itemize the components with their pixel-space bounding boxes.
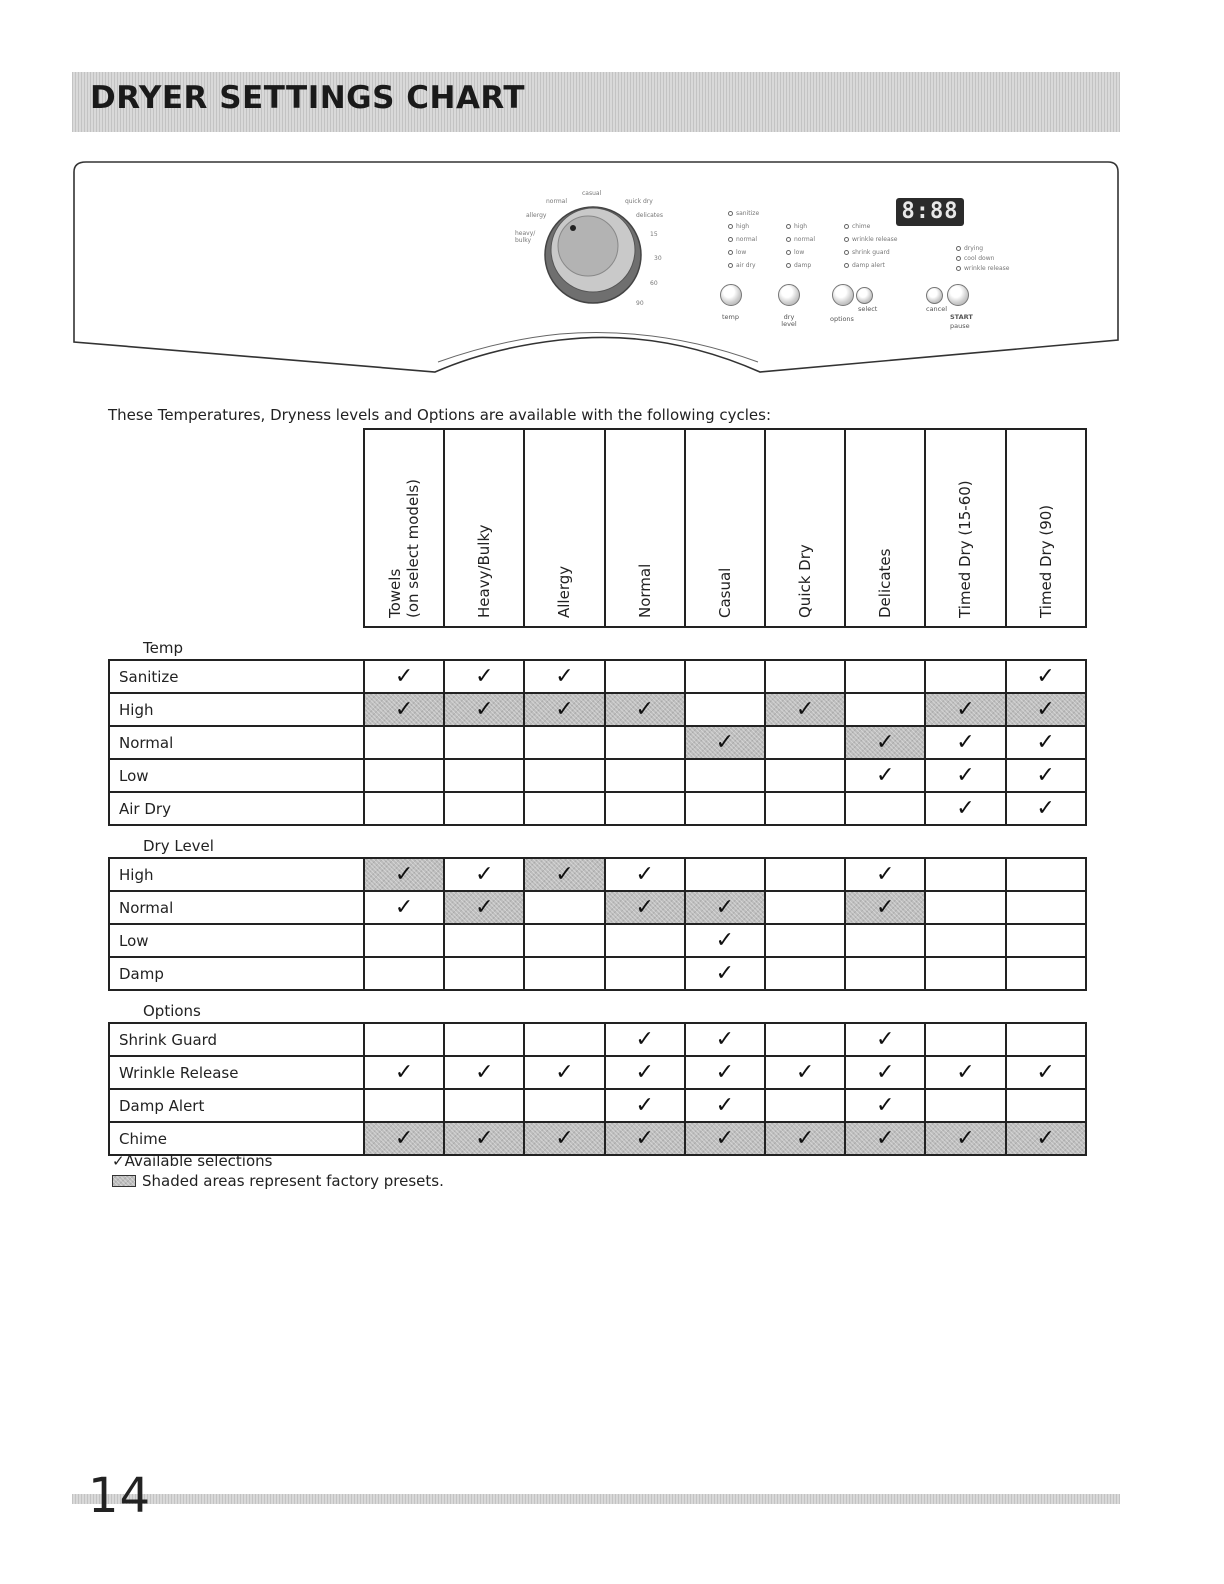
select-label: select xyxy=(858,305,878,313)
table-cell xyxy=(685,858,765,891)
indicator-low: low xyxy=(728,249,759,262)
check-icon: ✓ xyxy=(555,1125,574,1151)
setting-label: Damp xyxy=(109,957,364,990)
dial-label: 90 xyxy=(636,300,644,307)
preset-cell xyxy=(765,693,845,726)
check-icon: ✓ xyxy=(795,1059,815,1085)
table-cell xyxy=(364,1023,444,1056)
cycle-name: Heavy/Bulky xyxy=(475,524,494,618)
table-cell xyxy=(685,759,765,792)
preset-cell xyxy=(524,858,604,891)
check-icon: ✓ xyxy=(635,861,654,887)
table-cell xyxy=(524,726,604,759)
preset-cell xyxy=(685,1122,765,1155)
header-row xyxy=(109,429,1086,627)
table-cell xyxy=(444,759,524,792)
table-cell xyxy=(364,891,444,924)
status-wrinkle-release: wrinkle release xyxy=(956,265,1009,275)
page-number: 14 xyxy=(88,1468,152,1524)
status-indicators xyxy=(956,245,1009,275)
check-icon: ✓ xyxy=(876,762,895,788)
check-icon: ✓ xyxy=(475,1059,494,1085)
check-icon: ✓ xyxy=(394,663,414,689)
options-indicators xyxy=(844,223,897,275)
table-cell xyxy=(524,1089,604,1122)
check-icon: ✓ xyxy=(956,795,975,821)
setting-label: Shrink Guard xyxy=(109,1023,364,1056)
table-cell xyxy=(845,858,925,891)
section-row xyxy=(109,825,1086,858)
page-title: DRYER SETTINGS CHART xyxy=(90,80,526,116)
check-icon: ✓ xyxy=(715,894,735,920)
preset-cell xyxy=(845,891,925,924)
section-label: Temp xyxy=(143,639,183,657)
check-icon: ✓ xyxy=(394,1059,414,1085)
cycle-header-label xyxy=(555,566,573,618)
indicator-air-dry: air dry xyxy=(728,262,759,275)
table-cell xyxy=(925,1056,1005,1089)
table-cell xyxy=(605,1023,685,1056)
temp-label: temp xyxy=(722,313,740,321)
setting-label: Normal xyxy=(109,891,364,924)
indicator-shrink-guard: shrink guard xyxy=(844,249,897,262)
check-icon: ✓ xyxy=(876,861,895,887)
cycle-name: Casual xyxy=(715,567,734,618)
start-label: START xyxy=(950,313,973,321)
table-cell xyxy=(925,858,1005,891)
table-cell xyxy=(444,858,524,891)
table-cell xyxy=(444,1056,524,1089)
cycle-header xyxy=(925,429,1005,627)
preset-cell xyxy=(925,1122,1005,1155)
table-cell xyxy=(685,957,765,990)
table-row xyxy=(109,858,1086,891)
check-icon: ✓ xyxy=(635,696,654,722)
cycle-name: Allergy xyxy=(555,565,574,618)
dial-label: 15 xyxy=(650,231,658,238)
preset-cell xyxy=(1006,693,1086,726)
table-cell xyxy=(1006,1056,1086,1089)
header-blank xyxy=(109,429,364,627)
footer-bar xyxy=(72,1494,1120,1504)
check-icon: ✓ xyxy=(715,927,735,953)
check-icon: ✓ xyxy=(876,1092,895,1118)
table-row xyxy=(109,693,1086,726)
table-cell xyxy=(524,957,604,990)
table-cell xyxy=(685,1089,765,1122)
table-cell xyxy=(364,726,444,759)
table-cell xyxy=(685,693,765,726)
options-button xyxy=(832,284,854,306)
table-cell xyxy=(1006,1023,1086,1056)
pause-label: pause xyxy=(950,322,970,330)
table-cell xyxy=(444,726,524,759)
dial-label: 30 xyxy=(654,255,662,262)
table-row xyxy=(109,957,1086,990)
table-row xyxy=(109,891,1086,924)
table-cell xyxy=(605,1056,685,1089)
check-icon: ✓ xyxy=(475,663,494,689)
cycle-header-label xyxy=(796,544,814,618)
check-icon: ✓ xyxy=(715,1059,735,1085)
indicator-wrinkle-release: wrinkle release xyxy=(844,236,897,249)
table-cell xyxy=(765,660,845,693)
cycle-name: Delicates xyxy=(876,548,895,618)
preset-cell xyxy=(364,693,444,726)
table-cell xyxy=(1006,858,1086,891)
dial-label: heavy/ bulky xyxy=(515,230,536,244)
dry-level-indicators xyxy=(786,223,815,275)
legend-available: ✓Available selections xyxy=(112,1152,273,1170)
check-icon: ✓ xyxy=(1036,795,1055,821)
check-icon: ✓ xyxy=(394,696,414,722)
preset-cell xyxy=(685,726,765,759)
table-row xyxy=(109,1089,1086,1122)
section-row xyxy=(109,627,1086,660)
cycle-header-label xyxy=(636,564,654,618)
table-cell xyxy=(925,1023,1005,1056)
dial-label: quick dry xyxy=(625,198,653,205)
check-icon: ✓ xyxy=(956,696,975,722)
table-cell xyxy=(685,1023,765,1056)
cycle-header xyxy=(605,429,685,627)
check-icon: ✓ xyxy=(555,663,574,689)
shade-swatch xyxy=(112,1175,136,1187)
table-cell xyxy=(845,1089,925,1122)
table-row xyxy=(109,660,1086,693)
cancel-button xyxy=(926,287,943,304)
cycle-header-label xyxy=(956,480,974,618)
check-icon: ✓ xyxy=(475,1125,494,1151)
cycle-header-label xyxy=(1037,505,1055,618)
preset-cell xyxy=(444,891,524,924)
select-button xyxy=(856,287,873,304)
indicator-low: low xyxy=(786,249,815,262)
indicator-high: high xyxy=(786,223,815,236)
legend xyxy=(112,1151,444,1191)
dry-level-button xyxy=(778,284,800,306)
table-cell xyxy=(524,1023,604,1056)
cycle-header xyxy=(1006,429,1086,627)
table-cell xyxy=(845,924,925,957)
table-cell xyxy=(524,924,604,957)
check-icon: ✓ xyxy=(475,696,494,722)
table-row xyxy=(109,759,1086,792)
legend-shaded: Shaded areas represent factory presets. xyxy=(112,1171,444,1191)
check-icon: ✓ xyxy=(876,894,895,920)
check-icon: ✓ xyxy=(876,1125,895,1151)
preset-cell xyxy=(444,1122,524,1155)
dial-label: normal xyxy=(546,198,568,205)
check-icon: ✓ xyxy=(555,1059,574,1085)
dry-level-label: dry level xyxy=(781,313,797,328)
table-row xyxy=(109,1023,1086,1056)
cycle-name: Normal xyxy=(635,563,654,618)
table-cell xyxy=(364,792,444,825)
table-cell xyxy=(605,924,685,957)
table-cell xyxy=(524,891,604,924)
table-cell xyxy=(765,792,845,825)
check-icon: ✓ xyxy=(795,696,815,722)
preset-cell xyxy=(925,693,1005,726)
dial-label: 60 xyxy=(650,280,658,287)
table-cell xyxy=(925,891,1005,924)
preset-cell xyxy=(444,693,524,726)
table-cell xyxy=(605,759,685,792)
table-row xyxy=(109,792,1086,825)
cancel-label: cancel xyxy=(926,305,948,313)
title-bar xyxy=(72,72,1120,132)
table-cell xyxy=(685,792,765,825)
cycle-header xyxy=(364,429,444,627)
setting-label: High xyxy=(109,858,364,891)
table-cell xyxy=(1006,957,1086,990)
check-icon: ✓ xyxy=(715,1026,735,1052)
cycle-header-label xyxy=(876,549,894,618)
table-cell xyxy=(925,924,1005,957)
setting-label: High xyxy=(109,693,364,726)
table-cell xyxy=(1006,792,1086,825)
check-icon: ✓ xyxy=(715,960,735,986)
check-icon: ✓ xyxy=(555,696,574,722)
setting-label: Low xyxy=(109,924,364,957)
cycle-header xyxy=(524,429,604,627)
preset-cell xyxy=(845,726,925,759)
table-cell xyxy=(1006,726,1086,759)
preset-cell xyxy=(364,858,444,891)
table-cell xyxy=(605,858,685,891)
section-label: Dry Level xyxy=(143,837,214,855)
table-cell xyxy=(444,660,524,693)
check-icon: ✓ xyxy=(475,861,494,887)
start-pause-button xyxy=(947,284,969,306)
check-icon: ✓ xyxy=(635,1059,654,1085)
setting-label: Damp Alert xyxy=(109,1089,364,1122)
table-cell xyxy=(925,759,1005,792)
cycle-header xyxy=(845,429,925,627)
cycle-header xyxy=(444,429,524,627)
check-icon: ✓ xyxy=(475,894,494,920)
cycle-name: Quick Dry xyxy=(796,544,815,618)
check-icon: ✓ xyxy=(715,1092,735,1118)
indicator-damp: damp xyxy=(786,262,815,275)
table-cell xyxy=(444,1089,524,1122)
table-cell xyxy=(925,726,1005,759)
table-cell xyxy=(925,957,1005,990)
table-cell xyxy=(364,924,444,957)
options-label: options xyxy=(830,315,854,323)
cycle-note: (on select models) xyxy=(404,478,423,618)
table-cell xyxy=(444,1023,524,1056)
cycle-header-label xyxy=(386,479,422,618)
check-icon: ✓ xyxy=(956,729,975,755)
cycle-header xyxy=(765,429,845,627)
preset-cell xyxy=(845,1122,925,1155)
settings-table xyxy=(108,428,1087,1156)
table-cell xyxy=(605,792,685,825)
cycle-name: Timed Dry (15-60) xyxy=(956,480,975,618)
setting-label: Chime xyxy=(109,1122,364,1155)
table-row xyxy=(109,726,1086,759)
table-cell xyxy=(765,1089,845,1122)
cycle-name: Towels xyxy=(386,568,405,618)
table-cell xyxy=(444,957,524,990)
table-cell xyxy=(1006,660,1086,693)
section-row xyxy=(109,990,1086,1023)
check-icon: ✓ xyxy=(1036,696,1055,722)
cycle-name: Timed Dry (90) xyxy=(1036,504,1055,618)
table-cell xyxy=(524,1056,604,1089)
preset-cell xyxy=(524,1122,604,1155)
check-icon: ✓ xyxy=(1036,762,1055,788)
check-icon: ✓ xyxy=(715,729,735,755)
table-cell xyxy=(845,660,925,693)
table-cell xyxy=(1006,1089,1086,1122)
control-panel-illustration xyxy=(60,150,1140,390)
preset-cell xyxy=(765,1122,845,1155)
indicator-normal: normal xyxy=(786,236,815,249)
table-cell xyxy=(765,891,845,924)
table-cell xyxy=(765,1023,845,1056)
temp-indicators xyxy=(728,210,759,275)
table-cell xyxy=(605,660,685,693)
status-drying: drying xyxy=(956,245,1009,255)
table-cell xyxy=(925,660,1005,693)
cycle-header-label xyxy=(475,524,493,618)
indicator-chime: chime xyxy=(844,223,897,236)
table-cell xyxy=(1006,891,1086,924)
check-icon: ✓ xyxy=(1036,729,1055,755)
table-cell xyxy=(845,759,925,792)
setting-label: Low xyxy=(109,759,364,792)
temp-button xyxy=(720,284,742,306)
table-cell xyxy=(765,924,845,957)
table-cell xyxy=(845,1023,925,1056)
table-cell xyxy=(364,1056,444,1089)
table-cell xyxy=(765,1056,845,1089)
check-icon: ✓ xyxy=(956,762,975,788)
table-cell xyxy=(444,924,524,957)
check-icon: ✓ xyxy=(1036,1125,1055,1151)
table-cell xyxy=(364,660,444,693)
check-icon: ✓ xyxy=(876,1026,895,1052)
check-icon: ✓ xyxy=(635,894,654,920)
table-cell xyxy=(765,858,845,891)
table-cell xyxy=(845,693,925,726)
intro-text: These Temperatures, Dryness levels and Options are available with the following cycles: xyxy=(108,406,772,424)
table-cell xyxy=(444,792,524,825)
table-cell xyxy=(845,1056,925,1089)
table-cell xyxy=(1006,924,1086,957)
table-cell xyxy=(364,1089,444,1122)
status-cool-down: cool down xyxy=(956,255,1009,265)
table-cell xyxy=(685,1056,765,1089)
indicator-damp-alert: damp alert xyxy=(844,262,897,275)
section-label: Options xyxy=(143,1002,201,1020)
check-icon: ✓ xyxy=(635,1092,654,1118)
setting-label: Air Dry xyxy=(109,792,364,825)
check-icon: ✓ xyxy=(876,1059,895,1085)
check-icon: ✓ xyxy=(956,1125,975,1151)
cycle-header xyxy=(685,429,765,627)
setting-label: Wrinkle Release xyxy=(109,1056,364,1089)
table-cell xyxy=(765,759,845,792)
table-cell xyxy=(524,759,604,792)
check-icon: ✓ xyxy=(394,861,414,887)
table-cell xyxy=(765,957,845,990)
check-icon: ✓ xyxy=(635,1026,654,1052)
setting-label: Normal xyxy=(109,726,364,759)
check-icon: ✓ xyxy=(394,894,414,920)
table-cell xyxy=(765,726,845,759)
dial-label: delicates xyxy=(636,212,663,219)
check-icon: ✓ xyxy=(1036,1059,1055,1085)
table-cell xyxy=(605,726,685,759)
check-icon: ✓ xyxy=(956,1059,975,1085)
table-cell xyxy=(845,792,925,825)
dial-label: casual xyxy=(582,190,602,197)
preset-cell xyxy=(1006,1122,1086,1155)
table-cell xyxy=(524,792,604,825)
table-cell xyxy=(605,957,685,990)
preset-cell xyxy=(524,693,604,726)
dial-label: allergy xyxy=(526,212,547,219)
table-cell xyxy=(845,957,925,990)
preset-cell xyxy=(605,693,685,726)
indicator-sanitize: sanitize xyxy=(728,210,759,223)
setting-label: Sanitize xyxy=(109,660,364,693)
check-icon: ✓ xyxy=(876,729,895,755)
preset-cell xyxy=(685,891,765,924)
check-icon: ✓ xyxy=(635,1125,654,1151)
check-icon: ✓ xyxy=(1036,663,1055,689)
check-icon: ✓ xyxy=(394,1125,414,1151)
table-cell xyxy=(1006,759,1086,792)
table-cell xyxy=(364,759,444,792)
table-cell xyxy=(685,924,765,957)
preset-cell xyxy=(605,1122,685,1155)
table-cell xyxy=(605,1089,685,1122)
table-cell xyxy=(925,792,1005,825)
table-row xyxy=(109,1056,1086,1089)
time-display: 8:88 xyxy=(896,198,964,226)
table-cell xyxy=(685,660,765,693)
check-icon: ✓ xyxy=(795,1125,815,1151)
table-cell xyxy=(524,660,604,693)
check-icon: ✓ xyxy=(555,861,574,887)
indicator-high: high xyxy=(728,223,759,236)
table-cell xyxy=(364,957,444,990)
table-row xyxy=(109,924,1086,957)
check-icon: ✓ xyxy=(112,1152,125,1170)
preset-cell xyxy=(605,891,685,924)
cycle-header-label xyxy=(716,568,734,618)
indicator-normal: normal xyxy=(728,236,759,249)
check-icon: ✓ xyxy=(715,1125,735,1151)
table-cell xyxy=(925,1089,1005,1122)
